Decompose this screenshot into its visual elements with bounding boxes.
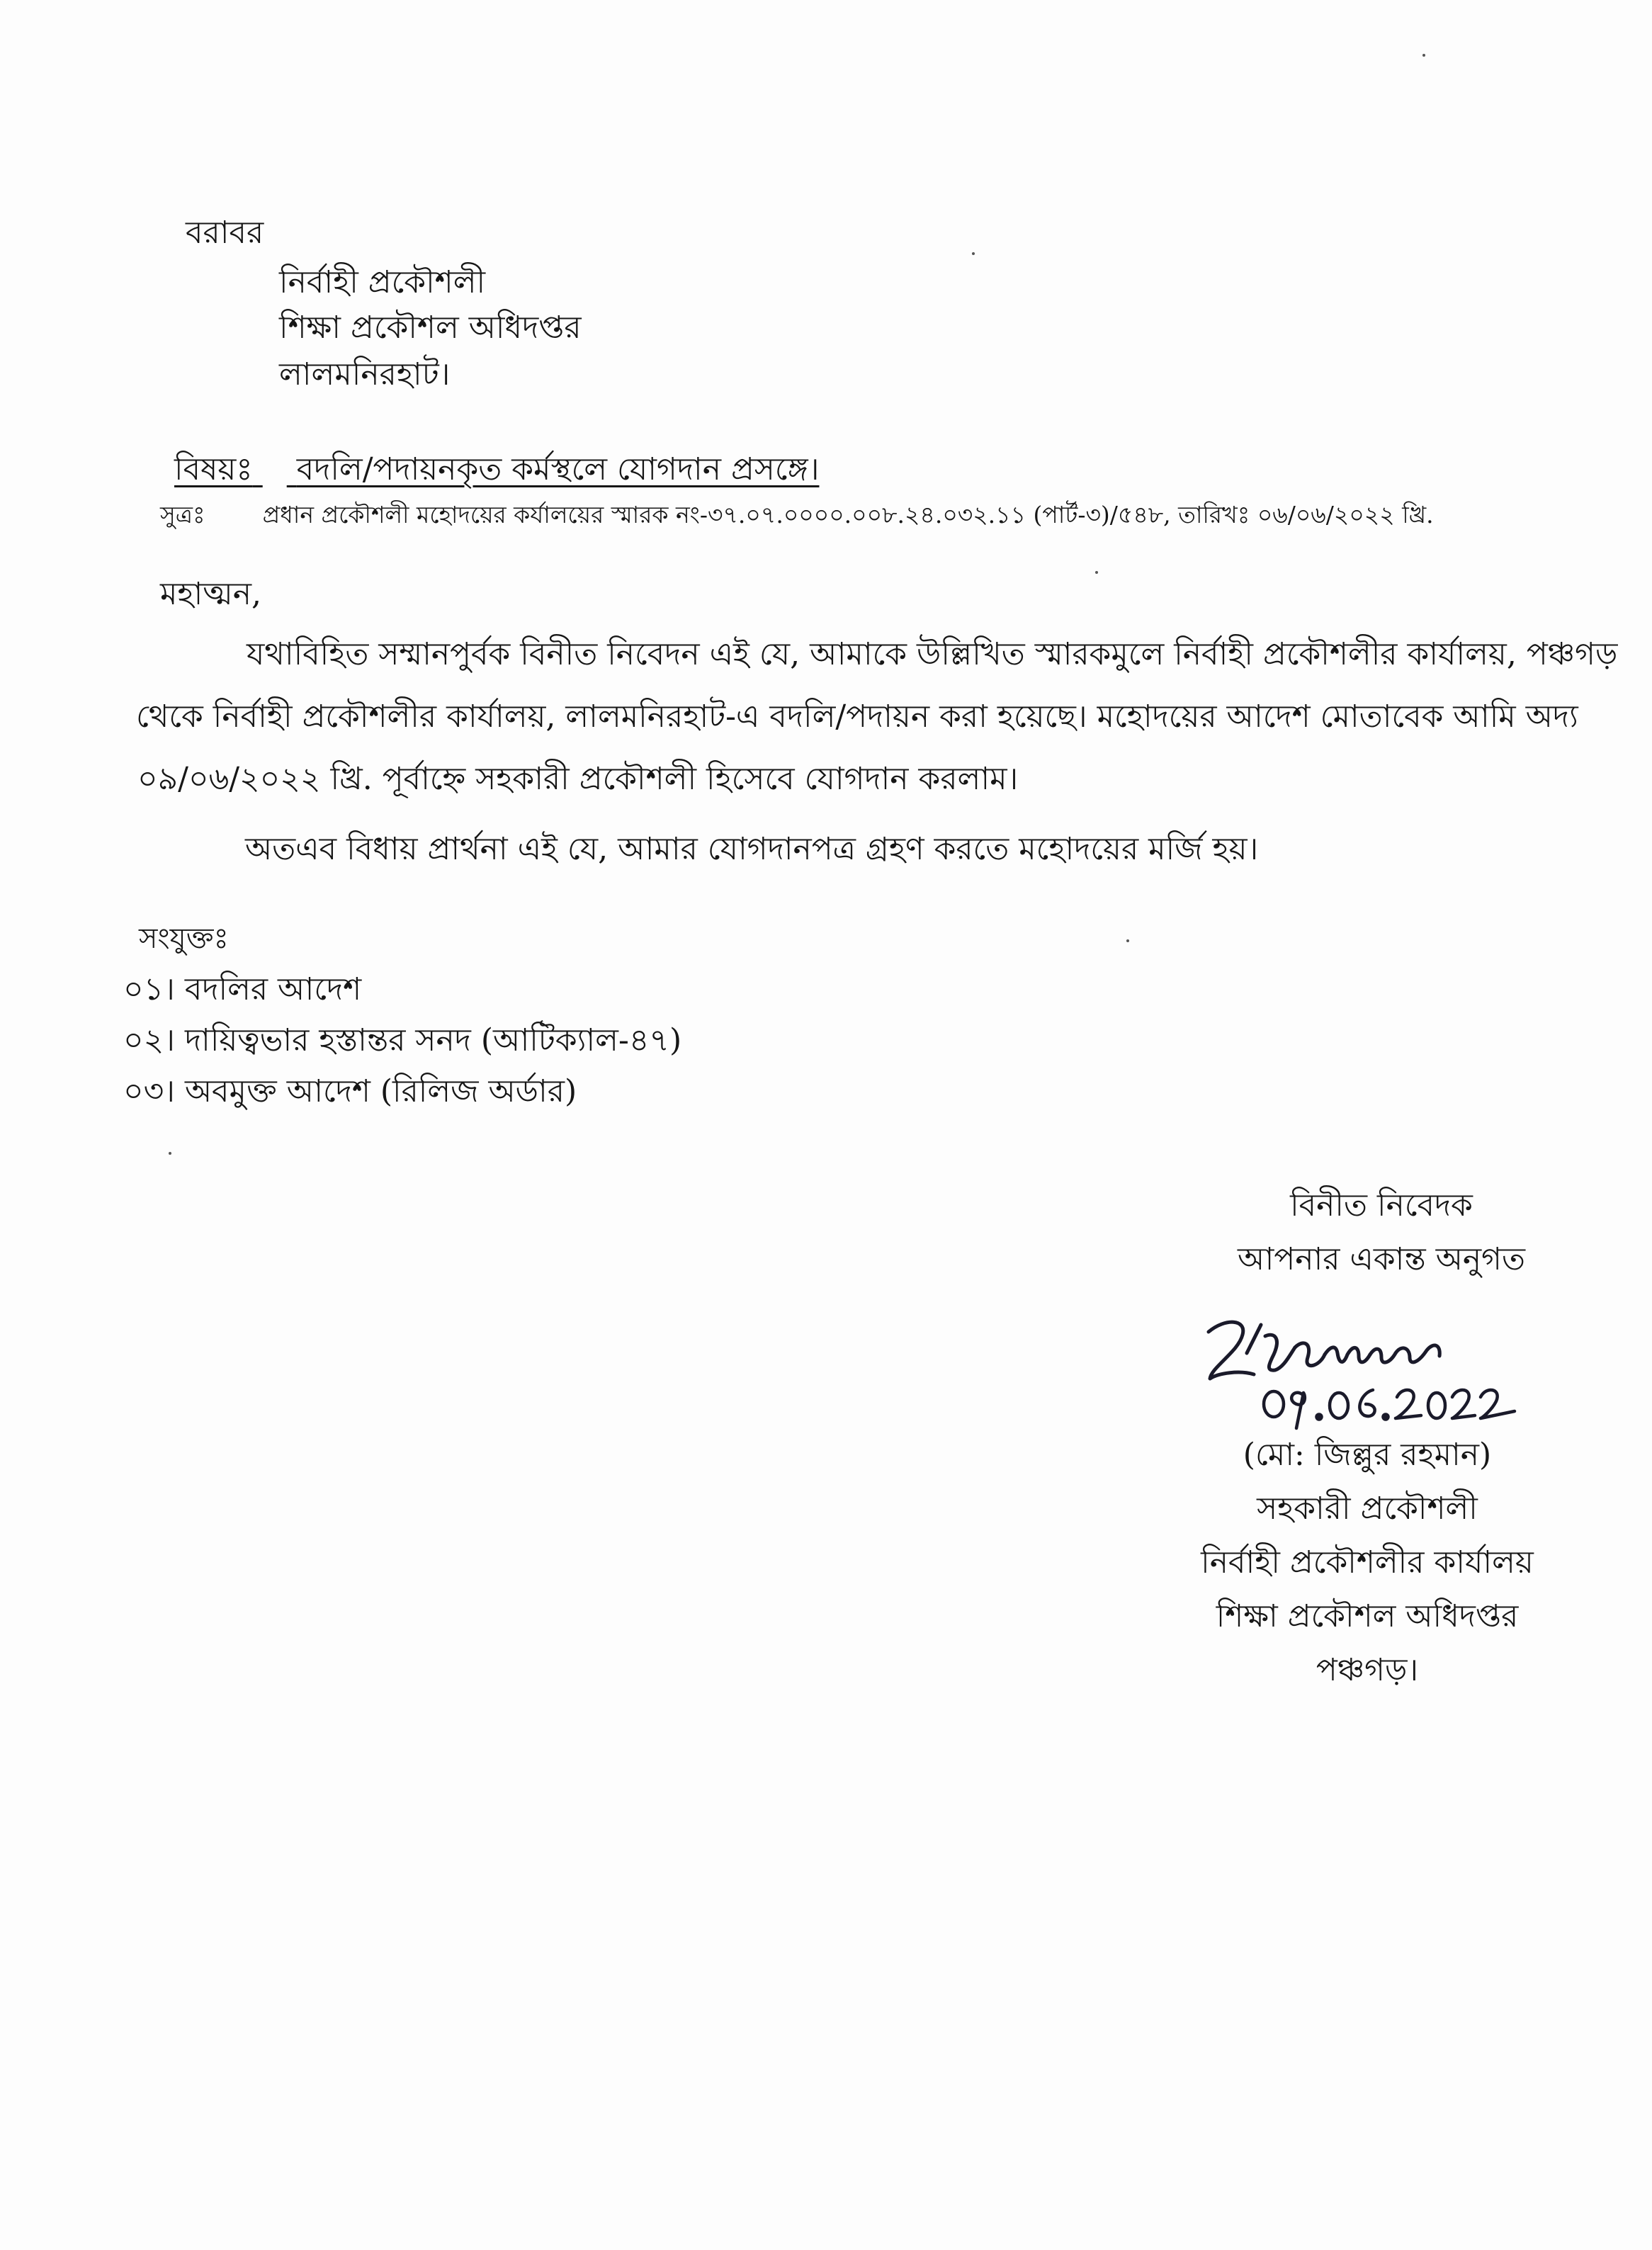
scan-speck xyxy=(1095,571,1098,574)
sender-designation: সহকারী প্রকৌশলী xyxy=(1257,1491,1478,1527)
greeting: মহাত্মন, xyxy=(160,576,261,612)
body-paragraph-1 xyxy=(136,623,1618,810)
subject-text: বদলি/পদায়নকৃত কর্মস্থলে যোগদান প্রসঙ্গে। xyxy=(296,451,820,487)
recipient-department: শিক্ষা প্রকৌশল অধিদপ্তর xyxy=(279,310,582,346)
closing-line-2: আপনার একান্ত অনুগত xyxy=(1238,1241,1525,1277)
attachment-item: ০৩। অবমুক্ত আদেশ (রিলিজ অর্ডার) xyxy=(123,1073,577,1109)
sender-department: শিক্ষা প্রকৌশল অধিদপ্তর xyxy=(1216,1598,1519,1634)
closing-line-1: বিনীত নিবেদক xyxy=(1290,1187,1473,1223)
scan-speck xyxy=(1422,54,1425,57)
body-paragraph-2: অতএব বিধায় প্রার্থনা এই যে, আমার যোগদানপত্র গ্রহণ করতে মহোদয়ের মর্জি হয়। xyxy=(245,831,1259,867)
attachment-item: ০২। দায়িত্বভার হস্তান্তর সনদ (আটিক্যাল-৪৭) xyxy=(123,1022,682,1058)
reference-line xyxy=(160,499,1434,531)
sender-block xyxy=(1148,1428,1587,1697)
scan-speck xyxy=(1126,939,1129,942)
attachments-label: সংযুক্তঃ xyxy=(139,922,229,955)
subject-label: বিষয়ঃ xyxy=(174,451,253,487)
sender-office: নির্বাহী প্রকৌশলীর কার্যালয় xyxy=(1201,1544,1534,1581)
body-line: ০৯/০৬/২০২২ খ্রি. পূর্বাহ্নে সহকারী প্রকৌশলী হিসেবে যোগদান করলাম। xyxy=(137,761,1019,797)
scan-speck xyxy=(169,1152,171,1155)
body-line: থেকে নির্বাহী প্রকৌশলীর কার্যালয়, লালমনিরহাট-এ বদলি/পদায়ন করা হয়েছে। মহোদয়ের আদেশ মোতাবেক আমি অদ্য xyxy=(136,699,1578,735)
recipient-salutation: বরাবর xyxy=(186,215,264,251)
closing-block xyxy=(1204,1179,1558,1287)
recipient-designation: নির্বাহী প্রকৌশলী xyxy=(279,264,486,300)
attachment-item: ০১। বদলির আদেশ xyxy=(123,971,362,1007)
recipient-location: লালমনিরহাট। xyxy=(279,356,451,392)
subject-line xyxy=(174,449,819,490)
reference-text: প্রধান প্রকৌশলী মহোদয়ের কর্যালয়ের স্মারক নং-৩৭.০৭.০০০০.০০৮.২৪.০৩২.১১ (পার্ট-৩)/৫৪৮, তারিখঃ ০৬/০৬/২০২২ খ্রি. xyxy=(262,501,1434,528)
sender-name: (মো: জিল্লুর রহমান) xyxy=(1243,1437,1492,1473)
scan-speck xyxy=(972,252,975,255)
body-line: যথাবিহিত সম্মানপুর্বক বিনীত নিবেদন এই যে, আমাকে উল্লিখিত স্মারকমুলে নির্বাহী প্রকৌশলীর কার্যালয়, পঞ্চগড় xyxy=(247,636,1618,672)
sender-location: পঞ্চগড়। xyxy=(1316,1652,1419,1688)
reference-label: সুত্রঃ xyxy=(160,501,205,528)
